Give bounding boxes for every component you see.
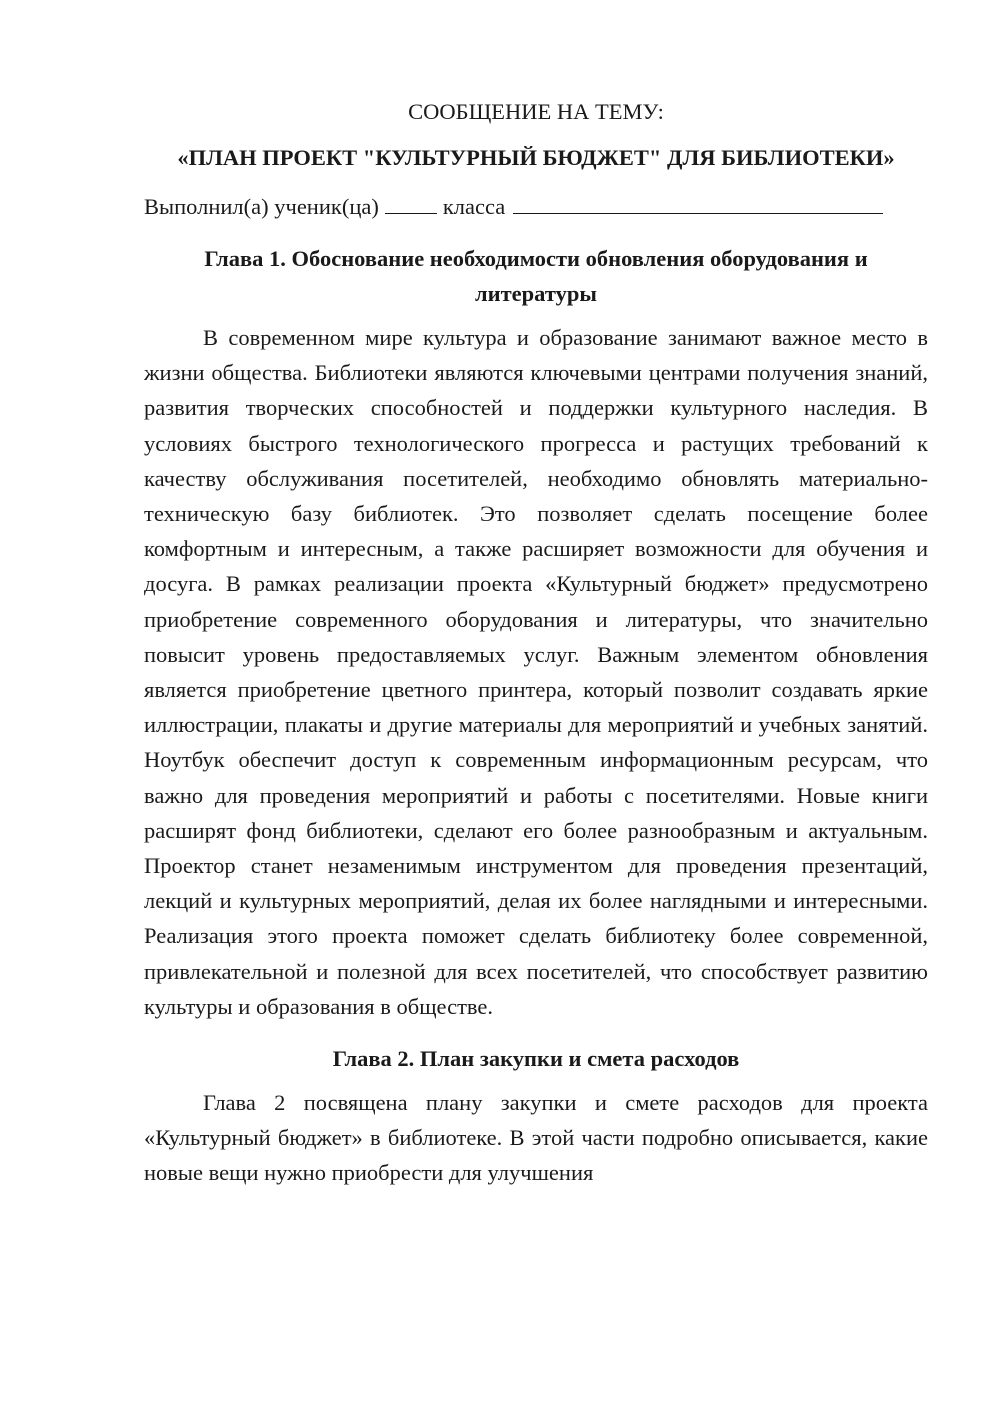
performed-by-label: Выполнил(а) ученик(ца) xyxy=(144,194,379,219)
student-name-blank xyxy=(513,191,883,214)
document-topic: СООБЩЕНИЕ НА ТЕМУ: xyxy=(408,99,664,124)
chapter-2-paragraph: Глава 2 посвящена плану закупки и смете расходов для проекта «Культурный бюджет» в библиотеке. В этой части подробно описывается, какие новые вещи нужно приобрести для улучшения xyxy=(144,1090,928,1186)
document-title: «ПЛАН ПРОЕКТ "КУЛЬТУРНЫЙ БЮДЖЕТ" ДЛЯ БИБЛИОТЕКИ» xyxy=(177,145,895,170)
class-label: класса xyxy=(442,194,506,219)
chapter-1-heading: Глава 1. Обоснование необходимости обновления оборудования и литературы xyxy=(204,246,868,306)
class-number-blank xyxy=(385,191,437,214)
chapter-1-paragraph: В современном мире культура и образование занимают важное место в жизни общества. Библиотеки являются ключевыми центрами получения знаний, развития творческих способностей и поддержки культурного наследия. В условиях быстрого технологического прогресса и растущих требований к качеству обслуживания посетителей, необходимо обновлять материально-техническую базу библиотек. Это позволяет сделать посещение более комфортным и интересным, а также расширяет возможности для обучения и досуга. В рамках реализации проекта «Культурный бюджет» предусмотрено приобретение современного оборудования и литературы, что значительно повысит уровень предоставляемых услуг. Важным элементом обновления является приобретение цветного принтера, который позволит создавать яркие иллюстрации, плакаты и другие материалы для мероприятий и учебных занятий. Ноутбук обеспечит доступ к современным информационным ресурсам, что важно для проведения мероприятий и работы с посетителями. Новые книги расширят фонд библиотеки, сделают его более разнообразным и актуальным. Проектор станет незаменимым инструментом для проведения презентаций, лекций и культурных мероприятий, делая их более наглядными и интересными. Реализация этого проекта поможет сделать библиотеку более современной, привлекательной и полезной для всех посетителей, что способствует развитию культуры и образования в обществе. xyxy=(144,325,928,1019)
author-line xyxy=(144,189,928,224)
chapter-2-heading: Глава 2. План закупки и смета расходов xyxy=(332,1046,740,1072)
document-page xyxy=(144,92,928,1191)
